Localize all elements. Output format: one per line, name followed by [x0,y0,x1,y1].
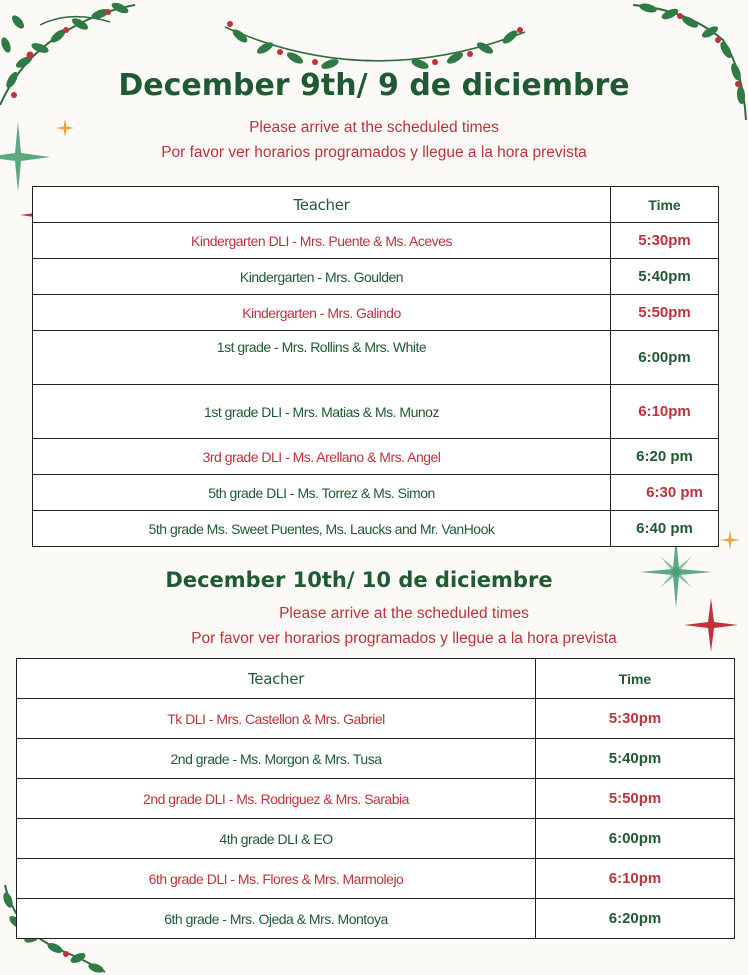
teacher-cell: 1st grade DLI - Mrs. Matias & Ms. Munoz [33,385,611,439]
teacher-cell: 3rd grade DLI - Ms. Arellano & Mrs. Angel [33,439,611,475]
time-column-header: Time [536,659,735,699]
teacher-cell: 4th grade DLI & EO [17,819,536,859]
teacher-cell: 5th grade DLI - Ms. Torrez & Ms. Simon [33,475,611,511]
teacher-cell: 5th grade Ms. Sweet Puentes, Ms. Laucks and Mr. VanHook [33,511,611,547]
table-row [17,899,735,939]
time-cell: 5:40pm [611,259,719,295]
day1-title: December 9th/ 9 de diciembre [118,68,630,103]
table-row [33,259,719,295]
teacher-cell: Kindergarten - Mrs. Goulden [33,259,611,295]
time-column-header: Time [611,187,719,223]
table-row [33,511,719,547]
table-row [17,819,735,859]
day1-schedule-table [32,186,719,547]
table-row [17,699,735,739]
teacher-cell: 2nd grade DLI - Ms. Rodriguez & Mrs. Sarabia [17,779,536,819]
table-row [33,385,719,439]
teacher-column-header: Teacher [17,659,536,699]
teacher-cell: Kindergarten - Mrs. Galindo [33,295,611,331]
table-row [33,475,719,511]
day1-note-en: Please arrive at the scheduled times [249,119,499,136]
time-cell: 6:10pm [536,859,735,899]
table-row [33,331,719,385]
time-cell: 6:00pm [611,331,719,385]
time-cell: 5:30pm [536,699,735,739]
teacher-column-header: Teacher [33,187,611,223]
time-cell: 6:20 pm [611,439,719,475]
table-row [17,779,735,819]
time-cell: 5:50pm [611,295,719,331]
table-row [33,223,719,259]
day2-title: December 10th/ 10 de diciembre [165,568,553,592]
teacher-cell: Kindergarten DLI - Mrs. Puente & Ms. Aceves [33,223,611,259]
table-header-row [17,659,735,699]
time-cell: 6:00pm [536,819,735,859]
teacher-cell: 2nd grade - Ms. Morgon & Mrs. Tusa [17,739,536,779]
time-cell: 5:40pm [536,739,735,779]
table-row [33,295,719,331]
day2-schedule-table [16,658,735,939]
time-cell: 6:40 pm [611,511,719,547]
table-row [17,859,735,899]
time-cell: 5:30pm [611,223,719,259]
sparkle-star-icon [720,530,740,550]
teacher-cell: 1st grade - Mrs. Rollins & Mrs. White [33,331,611,385]
table-row [33,439,719,475]
day1-note-es: Por favor ver horarios programados y llegue a la hora prevista [161,144,587,161]
time-cell: 6:30 pm [611,475,719,511]
day2-note-es: Por favor ver horarios programados y llegue a la hora prevista [191,630,617,647]
time-cell: 6:20pm [536,899,735,939]
time-cell: 6:10pm [611,385,719,439]
teacher-cell: Tk DLI - Mrs. Castellon & Mrs. Gabriel [17,699,536,739]
holly-garland-top-right-icon [628,0,748,125]
teacher-cell: 6th grade DLI - Ms. Flores & Mrs. Marmolejo [17,859,536,899]
table-row [17,739,735,779]
time-cell: 5:50pm [536,779,735,819]
table-header-row [33,187,719,223]
teacher-cell: 6th grade - Mrs. Ojeda & Mrs. Montoya [17,899,536,939]
day2-note-en: Please arrive at the scheduled times [279,605,529,622]
